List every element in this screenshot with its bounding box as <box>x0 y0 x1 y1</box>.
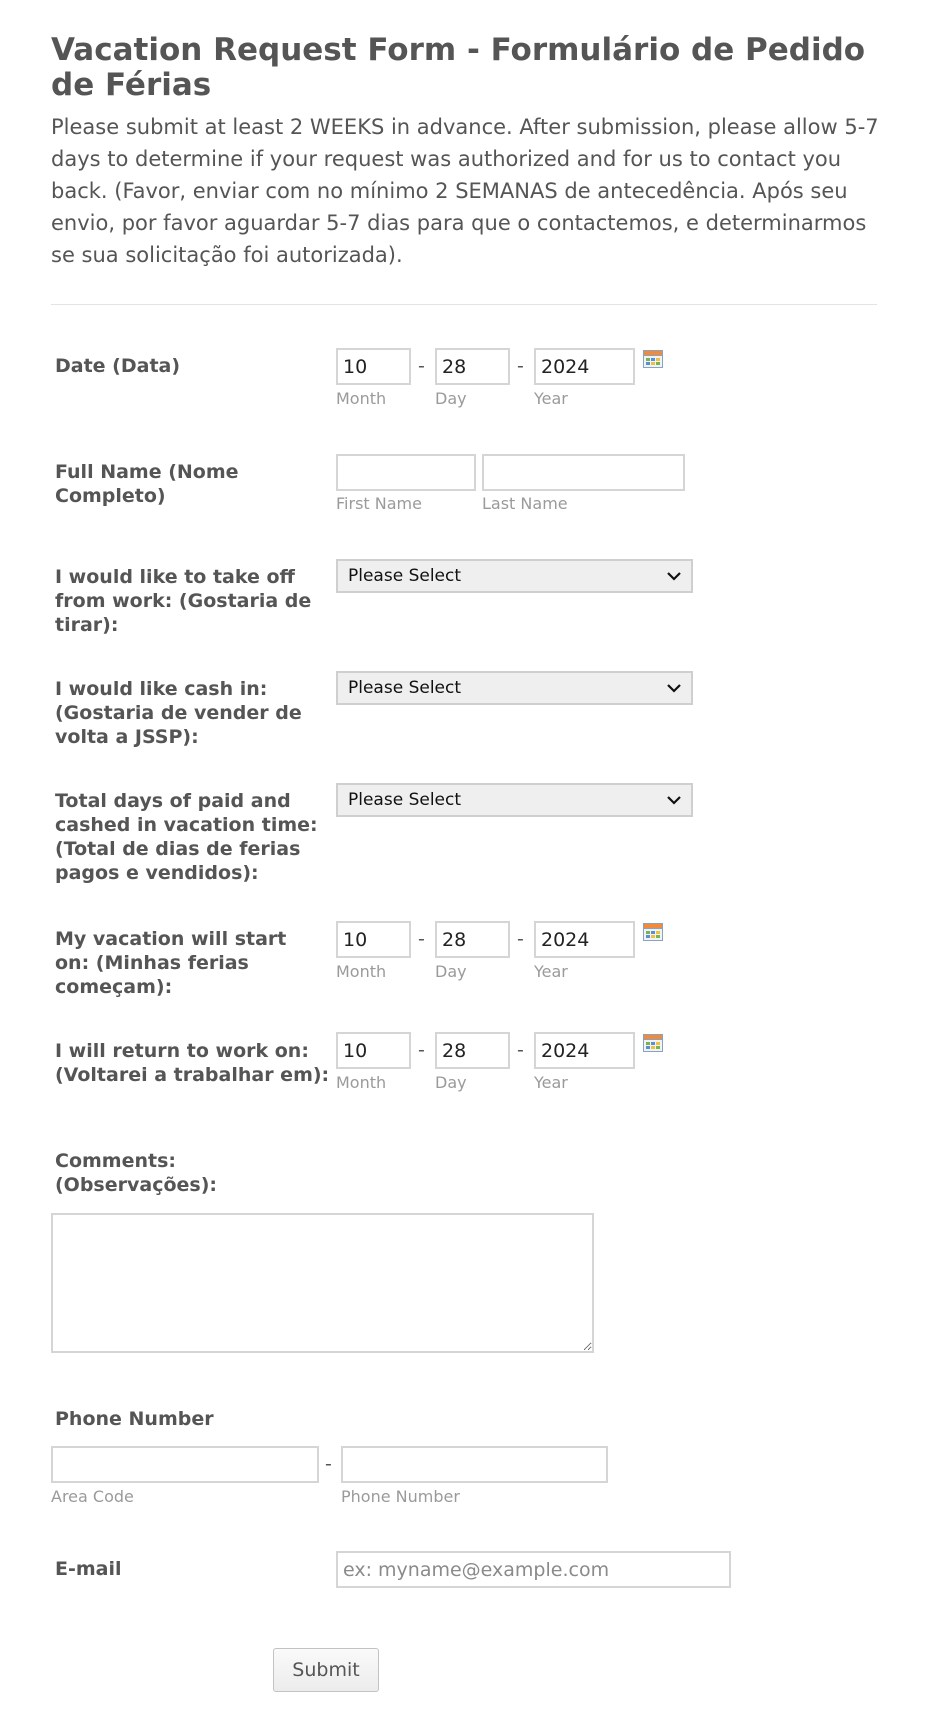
phone-number-input[interactable] <box>341 1446 608 1483</box>
total-days-select[interactable] <box>336 783 693 817</box>
return-day-input[interactable] <box>435 1032 510 1069</box>
phone-separator: - <box>325 1453 332 1475</box>
chevron-down-icon <box>667 795 681 805</box>
chevron-down-icon <box>667 571 681 581</box>
area-code-input[interactable] <box>51 1446 319 1483</box>
return-month-input[interactable] <box>336 1032 411 1069</box>
phone-label: Phone Number <box>55 1408 214 1430</box>
date-month-input[interactable] <box>336 348 411 385</box>
header-divider <box>51 304 877 305</box>
date-separator: - <box>517 928 524 950</box>
take-off-select[interactable] <box>336 559 693 593</box>
date-year-input[interactable] <box>534 348 635 385</box>
chevron-down-icon <box>667 683 681 693</box>
comments-label: Comments: (Observações): <box>55 1150 218 1196</box>
date-separator: - <box>517 1039 524 1061</box>
date-month-sublabel: Month <box>336 389 387 408</box>
comments-textarea[interactable] <box>51 1213 594 1353</box>
return-year-sublabel: Year <box>534 1073 568 1092</box>
total-days-label: Total days of paid and cashed in vacation time: (Total de dias de ferias pagos e vendidos): <box>55 790 318 884</box>
return-year-input[interactable] <box>534 1032 635 1069</box>
calendar-icon[interactable] <box>643 350 663 368</box>
submit-button[interactable]: Submit <box>273 1648 379 1692</box>
last-name-sublabel: Last Name <box>482 494 568 513</box>
calendar-icon[interactable] <box>643 923 663 941</box>
take-off-selected-value: Please Select <box>348 566 462 586</box>
start-year-sublabel: Year <box>534 962 568 981</box>
date-separator: - <box>418 1039 425 1061</box>
start-day-sublabel: Day <box>435 962 467 981</box>
date-separator: - <box>517 355 524 377</box>
date-year-sublabel: Year <box>534 389 568 408</box>
start-month-input[interactable] <box>336 921 411 958</box>
return-date-label: I will return to work on: (Voltarei a trabalhar em): <box>55 1040 330 1086</box>
start-month-sublabel: Month <box>336 962 387 981</box>
last-name-input[interactable] <box>482 454 685 491</box>
cash-in-label: I would like cash in: (Gostaria de vender de volta a JSSP): <box>55 678 302 748</box>
first-name-sublabel: First Name <box>336 494 422 513</box>
start-year-input[interactable] <box>534 921 635 958</box>
first-name-input[interactable] <box>336 454 476 491</box>
date-separator: - <box>418 928 425 950</box>
return-month-sublabel: Month <box>336 1073 387 1092</box>
phone-number-sublabel: Phone Number <box>341 1487 460 1506</box>
total-days-selected-value: Please Select <box>348 790 462 810</box>
email-label: E-mail <box>55 1558 122 1580</box>
cash-in-selected-value: Please Select <box>348 678 462 698</box>
date-day-sublabel: Day <box>435 389 467 408</box>
date-separator: - <box>418 355 425 377</box>
email-input[interactable] <box>336 1551 731 1588</box>
take-off-label: I would like to take off from work: (Gostaria de tirar): <box>55 566 312 636</box>
date-label: Date (Data) <box>55 355 181 377</box>
cash-in-select[interactable] <box>336 671 693 705</box>
start-day-input[interactable] <box>435 921 510 958</box>
area-code-sublabel: Area Code <box>51 1487 134 1506</box>
form-description: Please submit at least 2 WEEKS in advance. After submission, please allow 5-7 days to determine if your request was authorized and for us to contact you back. (Favor, enviar com no mínimo 2 SEMANAS de antecedência. Após seu envio, por favor aguardar 5-7 dias para que o contactemos, e determinarmos se sua solicitação foi autorizada). <box>51 115 879 267</box>
vacation-start-label: My vacation will start on: (Minhas ferias começam): <box>55 928 287 998</box>
return-day-sublabel: Day <box>435 1073 467 1092</box>
date-day-input[interactable] <box>435 348 510 385</box>
full-name-label: Full Name (Nome Completo) <box>55 461 239 507</box>
form-title: Vacation Request Form - Formulário de Pedido de Férias <box>51 32 866 103</box>
calendar-icon[interactable] <box>643 1034 663 1052</box>
